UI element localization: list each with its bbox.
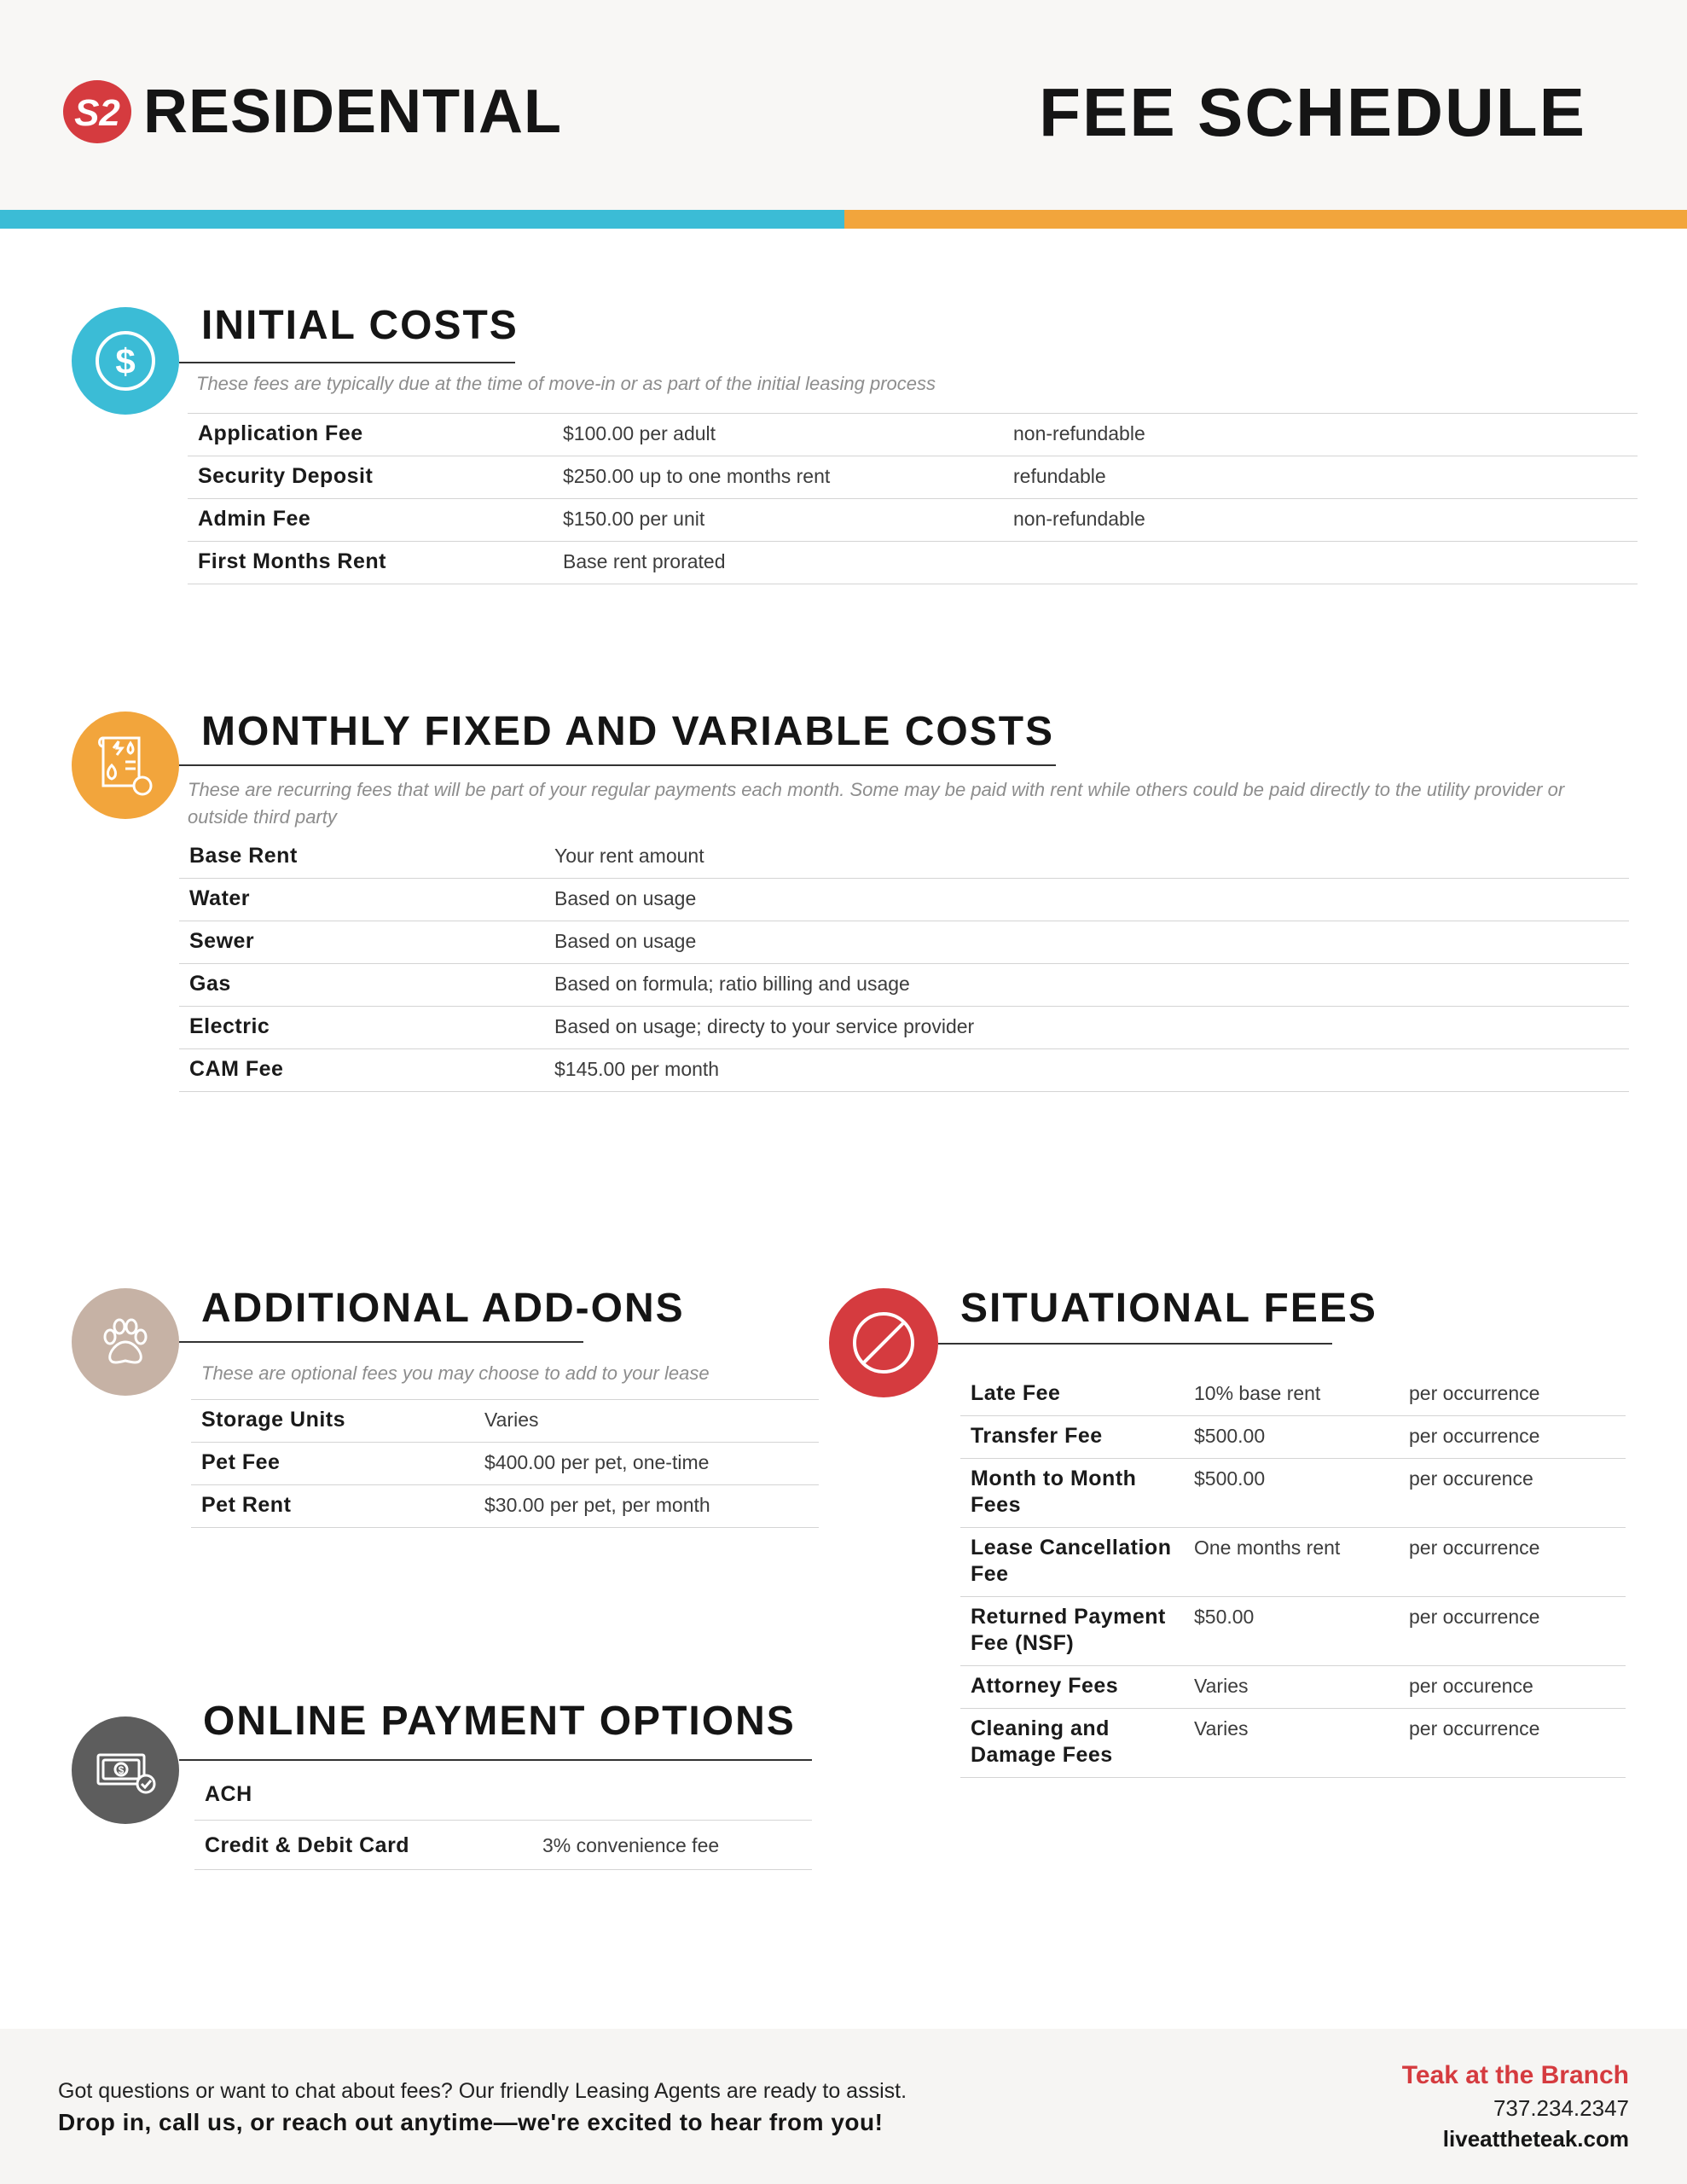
table-row — [191, 1443, 819, 1485]
addons-title: ADDITIONAL ADD-ONS — [201, 1286, 685, 1331]
fee-amount: One months rent — [1194, 1528, 1409, 1597]
fee-amount: $500.00 — [1194, 1459, 1409, 1528]
table-row — [188, 456, 1638, 499]
fee-note: per occurrence — [1409, 1416, 1626, 1459]
fee-amount: $400.00 per pet, one-time — [484, 1443, 819, 1485]
svg-text:$: $ — [115, 341, 136, 381]
initial-costs-subtitle: These fees are typically due at the time of move-in or as part of the initial leasing process — [196, 373, 936, 394]
table-row — [960, 1374, 1626, 1416]
fee-note: per occurence — [1409, 1666, 1626, 1709]
payment-options-rule — [179, 1759, 812, 1761]
table-row — [188, 414, 1638, 456]
phone-number: 737.234.2347 — [1493, 2095, 1629, 2121]
table-row — [960, 1459, 1626, 1528]
fee-note: non-refundable — [1013, 499, 1638, 542]
table-row — [179, 1049, 1629, 1092]
fee-note: per occurrence — [1409, 1597, 1626, 1666]
table-row — [179, 836, 1629, 879]
monthly-costs-subtitle: These are recurring fees that will be part of your regular payments each month. Some may be paid with rent while others could be paid directly to the utility provider or outside third party — [188, 779, 1565, 828]
svg-text:$: $ — [118, 1764, 125, 1776]
payment-options-table — [194, 1769, 812, 1870]
initial-costs-title: INITIAL COSTS — [201, 303, 519, 348]
cash-check-icon — [72, 1716, 179, 1824]
header-stripe-blue — [0, 210, 844, 229]
fee-label: Cleaning and Damage Fees — [960, 1709, 1194, 1778]
situational-fees-table — [960, 1374, 1626, 1778]
utility-bill-icon — [72, 712, 179, 819]
table-row — [179, 879, 1629, 921]
fee-amount: Base rent prorated — [563, 542, 1013, 584]
monthly-costs-table — [179, 836, 1629, 1092]
addons-rule — [179, 1341, 583, 1343]
fee-label: Pet Rent — [191, 1485, 484, 1528]
fee-amount: Varies — [1194, 1666, 1409, 1709]
fee-amount: Based on usage; directy to your service provider — [554, 1007, 1629, 1049]
table-row — [194, 1821, 812, 1870]
monthly-costs-rule — [179, 764, 1056, 766]
fee-label: Water — [179, 879, 554, 921]
paw-print-icon — [72, 1288, 179, 1396]
payment-method-fee: 3% convenience fee — [542, 1821, 812, 1870]
fee-label: Lease Cancellation Fee — [960, 1528, 1194, 1597]
fee-label: Storage Units — [191, 1400, 484, 1443]
fee-amount: 10% base rent — [1194, 1374, 1409, 1416]
fee-note: per occurrence — [1409, 1374, 1626, 1416]
fee-note: per occurence — [1409, 1459, 1626, 1528]
payment-method-label: ACH — [194, 1769, 542, 1821]
addons-subtitle: These are optional fees you may choose to add to your lease — [201, 1362, 710, 1384]
fee-amount: $30.00 per pet, per month — [484, 1485, 819, 1528]
fee-note — [1013, 542, 1638, 584]
initial-costs-table — [188, 413, 1638, 584]
table-row — [191, 1400, 819, 1443]
fee-label: Admin Fee — [188, 499, 563, 542]
fee-label: Base Rent — [179, 836, 554, 879]
table-row — [179, 921, 1629, 964]
fee-label: Pet Fee — [191, 1443, 484, 1485]
fee-amount: Based on usage — [554, 879, 1629, 921]
fee-label: Electric — [179, 1007, 554, 1049]
table-row — [960, 1666, 1626, 1709]
table-row — [188, 542, 1638, 584]
page-title: FEE SCHEDULE — [1039, 74, 1586, 150]
logo-wordmark: RESIDENTIAL — [143, 78, 563, 146]
s2-logo-badge — [61, 78, 133, 145]
situational-fees-rule — [938, 1343, 1332, 1345]
fee-label: Gas — [179, 964, 554, 1007]
table-row — [179, 1007, 1629, 1049]
table-row — [194, 1769, 812, 1821]
fee-amount: $250.00 up to one months rent — [563, 456, 1013, 499]
fee-amount: $500.00 — [1194, 1416, 1409, 1459]
addons-table — [191, 1399, 819, 1528]
fee-amount: Varies — [1194, 1709, 1409, 1778]
fee-label: Application Fee — [188, 414, 563, 456]
fee-amount: $150.00 per unit — [563, 499, 1013, 542]
fee-amount: $145.00 per month — [554, 1049, 1629, 1092]
table-row — [960, 1709, 1626, 1778]
fee-label: First Months Rent — [188, 542, 563, 584]
fee-amount: Based on usage — [554, 921, 1629, 964]
fee-amount: $100.00 per adult — [563, 414, 1013, 456]
fee-note: non-refundable — [1013, 414, 1638, 456]
fee-amount: Based on formula; ratio billing and usage — [554, 964, 1629, 1007]
property-name: Teak at the Branch — [1401, 2061, 1629, 2089]
fee-label: Sewer — [179, 921, 554, 964]
prohibited-icon — [829, 1288, 938, 1397]
table-row — [188, 499, 1638, 542]
table-row — [179, 964, 1629, 1007]
payment-method-label: Credit & Debit Card — [194, 1821, 542, 1870]
fee-label: Late Fee — [960, 1374, 1194, 1416]
table-row — [960, 1597, 1626, 1666]
fee-amount: $50.00 — [1194, 1597, 1409, 1666]
monthly-costs-title: MONTHLY FIXED AND VARIABLE COSTS — [201, 709, 1055, 754]
fee-note: per occurrence — [1409, 1528, 1626, 1597]
fee-label: Returned Payment Fee (NSF) — [960, 1597, 1194, 1666]
situational-fees-title: SITUATIONAL FEES — [960, 1286, 1377, 1331]
fee-note: refundable — [1013, 456, 1638, 499]
fee-amount: Your rent amount — [554, 836, 1629, 879]
payment-method-fee — [542, 1769, 812, 1821]
fee-label: Transfer Fee — [960, 1416, 1194, 1459]
table-row — [960, 1416, 1626, 1459]
fee-label: Attorney Fees — [960, 1666, 1194, 1709]
payment-options-title: ONLINE PAYMENT OPTIONS — [203, 1699, 796, 1744]
fee-amount: Varies — [484, 1400, 819, 1443]
fee-label: CAM Fee — [179, 1049, 554, 1092]
initial-costs-rule — [179, 362, 515, 363]
table-row — [960, 1528, 1626, 1597]
logo-badge-text: S2 — [74, 92, 120, 134]
header-stripe-orange — [844, 210, 1687, 229]
dollar-coin-icon — [72, 307, 179, 415]
fee-label: Month to Month Fees — [960, 1459, 1194, 1528]
footer-call-to-action: Drop in, call us, or reach out anytime—we're excited to hear from you! — [58, 2109, 884, 2135]
fee-note: per occurrence — [1409, 1709, 1626, 1778]
footer-question: Got questions or want to chat about fees? Our friendly Leasing Agents are ready to assist. — [58, 2079, 907, 2103]
table-row — [191, 1485, 819, 1528]
fee-label: Security Deposit — [188, 456, 563, 499]
website-link: liveattheteak.com — [1442, 2126, 1629, 2152]
